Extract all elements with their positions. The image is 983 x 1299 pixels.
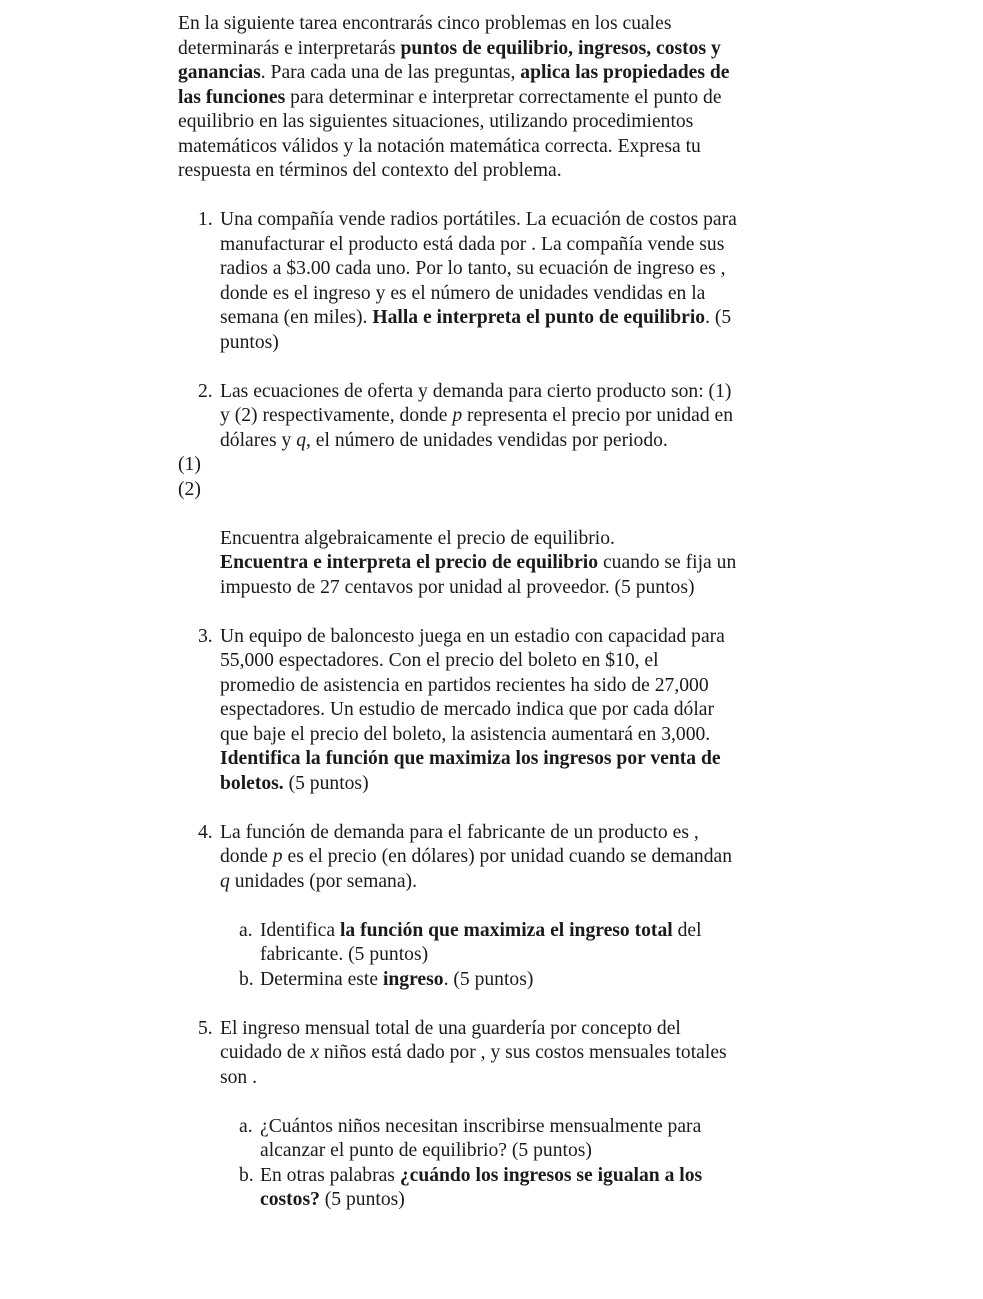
document-page [178, 12, 738, 1213]
problem-5a-text: ¿Cuántos niños necesitan inscribirse mensualmente para alcanzar el punto de equilibrio? (5 puntos) [260, 1115, 702, 1161]
variable-p: p [272, 846, 283, 867]
problem-2-task-1: Encuentra algebraicamente el precio de equilibrio. [220, 527, 615, 549]
problem-2-tasks [220, 527, 738, 601]
problem-4a-body: Identifica [260, 919, 340, 941]
problem-4-text [220, 821, 738, 895]
problem-1-text [220, 208, 738, 355]
problem-1-body: Una compañía vende radios portátiles. La ecuación de costos para manufacturar el producto está dada por . La compañía vende sus radios a $3.00 cada uno. Por lo tanto, su ecuación de ingreso es , donde es el ingreso y es el número de unidades vendidas en la semana (en miles). [220, 209, 737, 328]
problem-4b [239, 968, 738, 993]
problem-4 [198, 821, 738, 895]
problem-2-text [220, 380, 738, 454]
spacer [178, 355, 738, 380]
intro-paragraph [178, 12, 738, 184]
problem-3 [198, 625, 738, 797]
spacer [178, 992, 738, 1017]
problem-5a [239, 1115, 738, 1164]
problem-4a-bold: la función que maximiza el ingreso total [339, 919, 673, 941]
problem-4-body-3: unidades (por semana). [229, 870, 417, 892]
problem-3-body: Un equipo de baloncesto juega en un estadio con capacidad para 55,000 espectadores. Con el precio del boleto en $10, el promedio de asistencia en partidos recientes ha sido de 27,000 espectadores. Un estudio de mercado indica que por cada dólar que baje el precio del boleto, la asistencia aumentará en 3,000. [220, 625, 725, 745]
problem-5-body: El ingreso mensual total de una guardería por concepto del cuidado de [220, 1017, 681, 1063]
problem-number: 1. [198, 209, 213, 230]
equation-label-1: (1) [178, 454, 201, 475]
problem-4a-tail: del fabricante. (5 puntos) [260, 919, 702, 965]
problem-2-body-2: representa el precio por unidad en dólares y [220, 405, 734, 451]
intro-text-2: . Para cada una de las preguntas, [260, 62, 521, 83]
intro-text-3: para determinar e interpretar correctamente el punto de equilibrio en las siguientes situaciones, utilizando procedimientos matemáticos válidos y la notación matemática correcta. Expresa tu respuesta en términos del contexto del problema. [178, 86, 722, 181]
problem-4b-bold: ingreso [382, 968, 444, 990]
problem-3-text [220, 625, 738, 797]
subitem-letter: a. [239, 1115, 253, 1137]
problem-2-body-3: , el número de unidades vendidas por periodo. [305, 429, 668, 451]
problem-number: 4. [198, 821, 213, 843]
variable-q: q [296, 429, 306, 451]
problem-4a-text [260, 919, 738, 968]
problem-4-body-2: es el precio (en dólares) por unidad cuando se demandan [282, 846, 732, 867]
equation-label-2: (2) [178, 478, 201, 500]
intro-text: En la siguiente tarea encontrarás cinco problemas en los cuales determinarás e interpretarás [178, 13, 672, 59]
problem-4b-body: Determina este [260, 968, 383, 990]
variable-p: p [452, 405, 463, 426]
problem-number: 5. [198, 1017, 213, 1039]
variable-x: x [310, 1042, 320, 1063]
intro-bold-1: puntos de equilibrio, ingresos, costos y ganancias [178, 37, 721, 83]
problem-2-bold: Encuentra e interpreta el precio de equilibrio [220, 552, 599, 573]
problem-2 [198, 380, 738, 454]
subitem-letter: b. [239, 1164, 254, 1186]
problem-1-tail: . (5 puntos) [220, 307, 732, 353]
spacer [178, 796, 738, 821]
problem-5-body-2: niños está dado por , y sus costos mensuales totales son . [220, 1042, 727, 1088]
problem-5b-text [260, 1164, 738, 1213]
subitem-letter: b. [239, 968, 254, 990]
problem-4-body: La función de demanda para el fabricante de un producto es , donde [220, 821, 699, 867]
problem-2-task-2 [220, 551, 738, 600]
problem-number: 2. [198, 380, 213, 402]
subitem-letter: a. [239, 919, 253, 941]
problem-5 [198, 1017, 738, 1091]
problem-1 [198, 208, 738, 355]
problem-3-tail: (5 puntos) [283, 772, 369, 794]
problem-4b-tail: . (5 puntos) [443, 968, 534, 990]
problem-5b-bold: ¿cuándo los ingresos se igualan a los costos? [260, 1164, 703, 1210]
problem-number: 3. [198, 625, 213, 647]
spacer [178, 894, 738, 919]
problem-5b-tail: (5 puntos) [319, 1189, 405, 1210]
spacer [178, 502, 738, 527]
intro-bold-2: aplica las propiedades de las funciones [178, 62, 730, 108]
problem-5-text [220, 1017, 738, 1091]
problem-3-bold: Identifica la función que maximiza los ingresos por venta de boletos. [220, 748, 721, 794]
spacer [178, 1090, 738, 1115]
problem-2-tail: cuando se fija un impuesto de 27 centavos por unidad al proveedor. (5 puntos) [220, 552, 737, 598]
problem-5b-body: En otras palabras [260, 1164, 400, 1186]
spacer [178, 600, 738, 625]
variable-q: q [220, 870, 230, 892]
problem-1-bold: Halla e interpreta el punto de equilibrio [372, 307, 706, 328]
problem-4a [239, 919, 738, 968]
problem-2-body: Las ecuaciones de oferta y demanda para cierto producto son: (1) y (2) respectivamente, donde [220, 380, 732, 426]
problem-4b-text [260, 968, 738, 993]
problem-5b [239, 1164, 738, 1213]
